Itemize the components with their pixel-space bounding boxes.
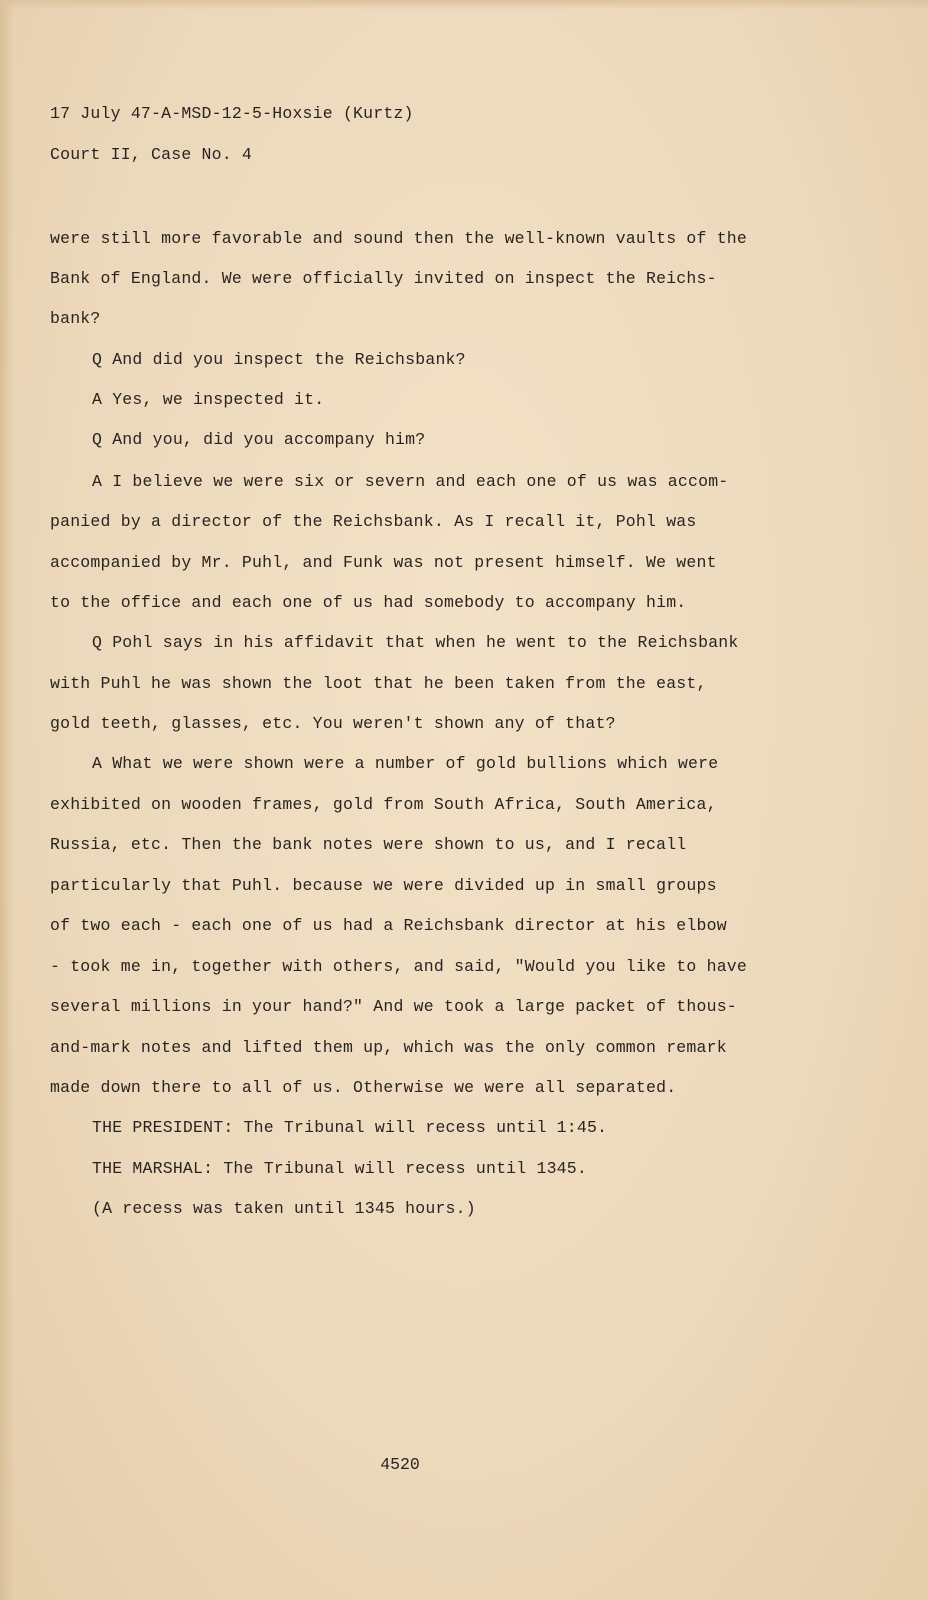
body-line: several millions in your hand?" And we took a large packet of thous- bbox=[50, 997, 737, 1016]
president-line: THE PRESIDENT: The Tribunal will recess until 1:45. bbox=[92, 1118, 608, 1137]
reference-line: 17 July 47-A-MSD-12-5-Hoxsie (Kurtz) bbox=[50, 104, 414, 123]
body-line: with Puhl he was shown the loot that he been taken from the east, bbox=[50, 674, 707, 693]
question-line: Q And did you inspect the Reichsbank? bbox=[92, 350, 466, 369]
marshal-line: THE MARSHAL: The Tribunal will recess until 1345. bbox=[92, 1159, 587, 1178]
answer-line: A Yes, we inspected it. bbox=[92, 390, 325, 409]
body-line: panied by a director of the Reichsbank. As I recall it, Pohl was bbox=[50, 512, 697, 531]
body-line: made down there to all of us. Otherwise we were all separated. bbox=[50, 1078, 677, 1097]
body-line: were still more favorable and sound then the well-known vaults of the bbox=[50, 229, 748, 248]
question-line: Q Pohl says in his affidavit that when he went to the Reichsbank bbox=[92, 633, 739, 652]
page-number: 4520 bbox=[380, 1455, 420, 1474]
body-line: Russia, etc. Then the bank notes were shown to us, and I recall bbox=[50, 835, 687, 854]
page-edge-top bbox=[0, 0, 928, 10]
answer-line: A I believe we were six or severn and each one of us was accom- bbox=[92, 472, 729, 491]
body-line: to the office and each one of us had somebody to accompany him. bbox=[50, 593, 687, 612]
body-line: exhibited on wooden frames, gold from South Africa, South America, bbox=[50, 795, 717, 814]
page-edge-left bbox=[0, 0, 14, 1600]
answer-line: A What we were shown were a number of gold bullions which were bbox=[92, 754, 719, 773]
body-line: - took me in, together with others, and said, "Would you like to have bbox=[50, 957, 748, 976]
court-line: Court II, Case No. 4 bbox=[50, 145, 253, 164]
body-line: gold teeth, glasses, etc. You weren't shown any of that? bbox=[50, 714, 616, 733]
body-line: bank? bbox=[50, 309, 101, 328]
body-line: accompanied by Mr. Puhl, and Funk was not present himself. We went bbox=[50, 553, 717, 572]
body-line: of two each - each one of us had a Reichsbank director at his elbow bbox=[50, 916, 727, 935]
recess-note: (A recess was taken until 1345 hours.) bbox=[92, 1199, 476, 1218]
question-line: Q And you, did you accompany him? bbox=[92, 430, 426, 449]
body-line: Bank of England. We were officially invited on inspect the Reichs- bbox=[50, 269, 717, 288]
body-line: and-mark notes and lifted them up, which was the only common remark bbox=[50, 1038, 727, 1057]
body-line: particularly that Puhl. because we were divided up in small groups bbox=[50, 876, 717, 895]
